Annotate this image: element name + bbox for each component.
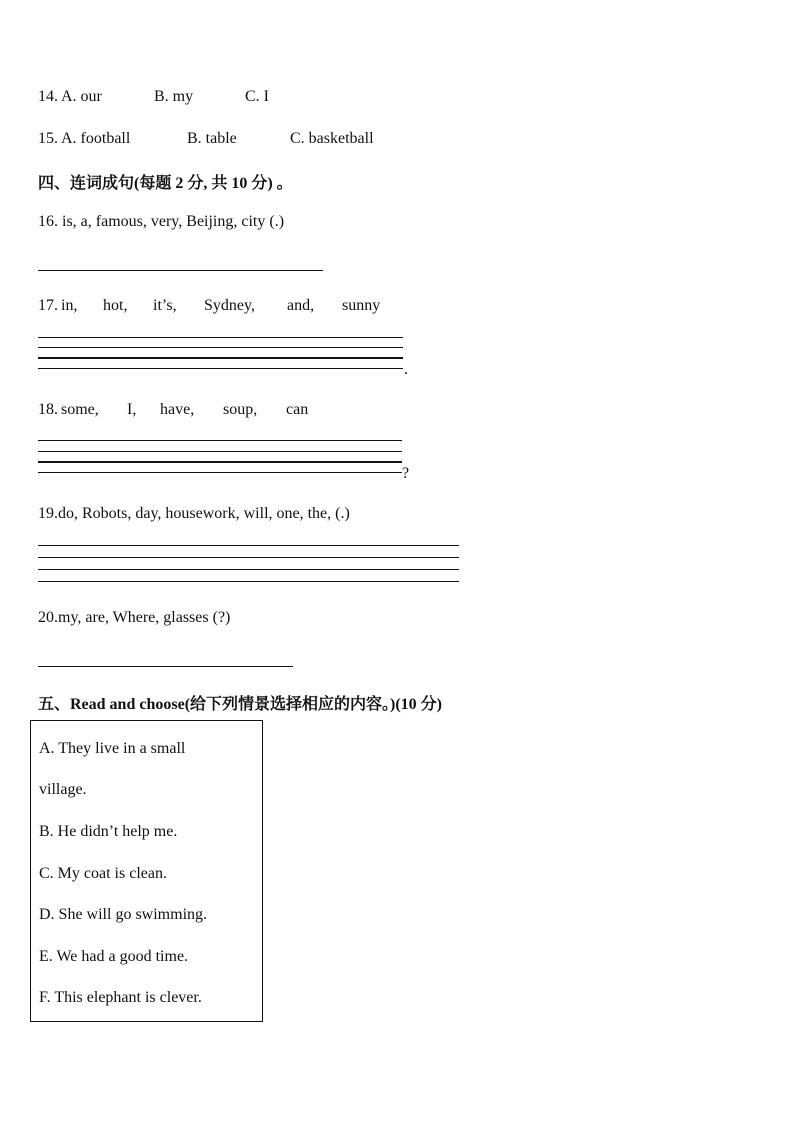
- q18-answer-line[interactable]: [38, 440, 402, 441]
- q15-option-b: B. table: [187, 130, 237, 147]
- section4-heading: 四、连词成句(每题 2 分, 共 10 分) 。: [38, 175, 293, 192]
- option-e: E. We had a good time.: [39, 948, 189, 965]
- q17-end-mark: .: [404, 361, 408, 378]
- q17-word-6: sunny: [342, 297, 381, 314]
- q14-option-a: A. our: [61, 88, 102, 105]
- option-f: F. This elephant is clever.: [39, 989, 202, 1006]
- q18-answer-line[interactable]: [38, 451, 402, 452]
- q18-word-2: I,: [127, 401, 137, 418]
- q14-number: 14.: [38, 88, 58, 105]
- q14-option-c: C. I: [245, 88, 269, 105]
- q15-number: 15.: [38, 130, 58, 147]
- q18-word-5: can: [286, 401, 309, 418]
- q14-option-b: B. my: [154, 88, 194, 105]
- q16-prompt: 16. is, a, famous, very, Beijing, city (.): [38, 213, 285, 230]
- q17-answer-line[interactable]: [38, 347, 403, 348]
- q17-word-1: in,: [61, 297, 78, 314]
- option-a-line1: A. They live in a small: [39, 740, 186, 757]
- q17-word-4: Sydney,: [204, 297, 255, 314]
- q20-prompt: 20.my, are, Where, glasses (?): [38, 609, 231, 626]
- option-b: B. He didn’t help me.: [39, 823, 178, 840]
- q18-word-3: have,: [160, 401, 195, 418]
- q15-option-a: A. football: [61, 130, 131, 147]
- q19-answer-line[interactable]: [38, 557, 459, 558]
- options-box: [30, 720, 263, 1022]
- q17-number: 17.: [38, 297, 58, 314]
- q18-end-mark: ?: [402, 465, 410, 482]
- q20-answer-line[interactable]: [38, 666, 293, 667]
- q17-word-2: hot,: [103, 297, 128, 314]
- section5-heading-rest: (给下列情景选择相应的内容。)(10 分): [184, 696, 443, 713]
- q17-word-3: it’s,: [153, 297, 177, 314]
- q19-answer-line[interactable]: [38, 545, 459, 546]
- option-c: C. My coat is clean.: [39, 865, 167, 882]
- q16-answer-line[interactable]: [38, 270, 323, 271]
- section5-heading: [38, 691, 442, 714]
- q18-answer-line[interactable]: [38, 461, 402, 463]
- q17-word-5: and,: [287, 297, 315, 314]
- q18-word-1: some,: [61, 401, 99, 418]
- q18-answer-line[interactable]: [38, 472, 402, 473]
- q19-prompt: 19.do, Robots, day, housework, will, one, the, (.): [38, 505, 350, 522]
- q17-answer-line[interactable]: [38, 337, 403, 338]
- q15-option-c: C. basketball: [290, 130, 374, 147]
- option-d: D. She will go swimming.: [39, 906, 208, 923]
- option-a-line2: village.: [39, 781, 87, 798]
- q19-answer-line[interactable]: [38, 581, 459, 582]
- q18-word-4: soup,: [223, 401, 258, 418]
- q19-answer-line[interactable]: [38, 569, 459, 570]
- q17-answer-line[interactable]: [38, 368, 403, 369]
- q18-number: 18.: [38, 401, 58, 418]
- q17-answer-line[interactable]: [38, 357, 403, 359]
- section5-heading-bold: 五、Read and choose: [38, 696, 185, 713]
